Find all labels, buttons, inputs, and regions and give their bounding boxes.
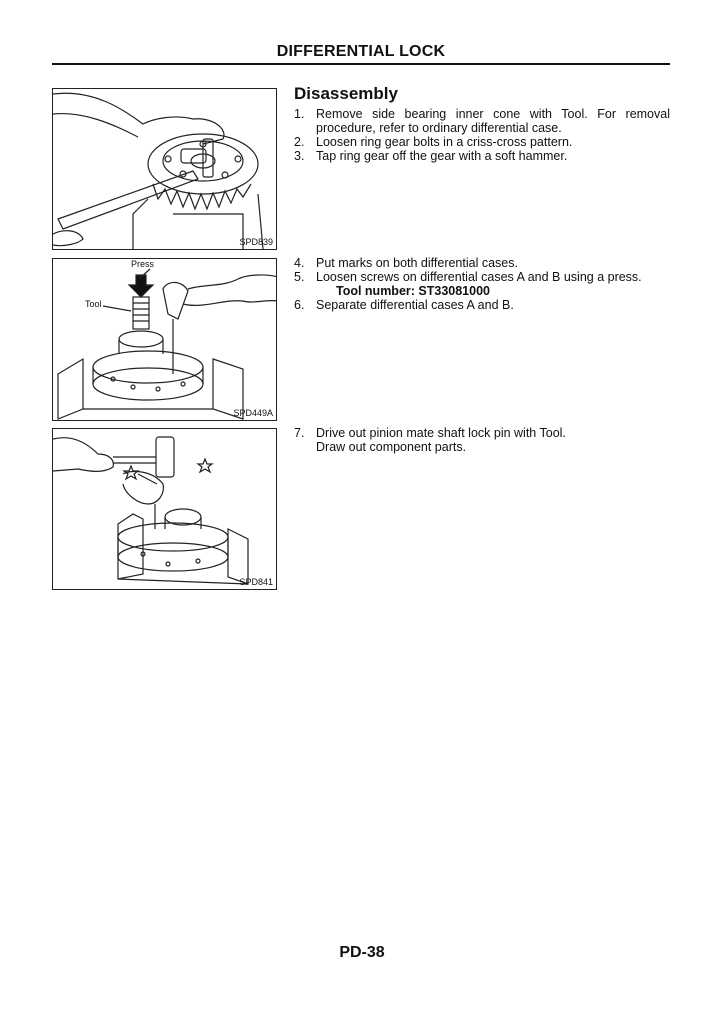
step-text: Loosen screws on differential cases A and B using a press. — [316, 270, 642, 284]
step-number: 4. — [294, 256, 305, 270]
step-number: 1. — [294, 107, 305, 121]
page-header-title: DIFFERENTIAL LOCK — [276, 43, 446, 60]
tool-number: Tool number: ST33081000 — [336, 284, 490, 298]
step-text: Remove side bearing inner cone with Tool. For removal procedure, refer to ordinary differential case. — [316, 107, 670, 135]
list-item — [294, 426, 670, 440]
steps-group-2 — [294, 256, 670, 312]
figure-lock-pin — [52, 428, 277, 590]
steps-group-3 — [294, 426, 670, 454]
step-text: Loosen ring gear bolts in a criss-cross pattern. — [316, 135, 573, 149]
step-text: Separate differential cases A and B. — [316, 298, 514, 312]
list-item — [294, 256, 670, 270]
list-item — [294, 440, 670, 454]
section-heading: Disassembly — [294, 84, 398, 103]
list-item — [294, 149, 670, 163]
step-number: 6. — [294, 298, 305, 312]
steps-group-1 — [294, 107, 670, 163]
page-number: PD-38 — [339, 944, 385, 961]
ring-gear-illustration — [53, 89, 277, 250]
step-text: Drive out pinion mate shaft lock pin with Tool. — [316, 426, 566, 440]
list-item — [294, 135, 670, 149]
step-number: 2. — [294, 135, 305, 149]
press-label: Press — [131, 259, 155, 269]
step-text: Put marks on both differential cases. — [316, 256, 518, 270]
step-text: Tap ring gear off the gear with a soft hammer. — [316, 149, 568, 163]
step-number: 5. — [294, 270, 305, 284]
list-item — [294, 270, 670, 284]
list-item — [294, 107, 670, 135]
tool-label: Tool — [85, 299, 102, 309]
lock-pin-illustration — [53, 429, 277, 590]
figure-code: SPD841 — [239, 577, 273, 587]
step-number: 7. — [294, 426, 305, 440]
header-rule — [52, 63, 670, 65]
press-illustration — [53, 259, 277, 421]
list-item — [294, 298, 670, 312]
figure-press-cases — [52, 258, 277, 421]
step-number: 3. — [294, 149, 305, 163]
figure-ring-gear-bolts — [52, 88, 277, 250]
figure-code: SPD449A — [233, 408, 273, 418]
figure-code: SPD839 — [239, 237, 273, 247]
step-text: Draw out component parts. — [316, 440, 467, 454]
